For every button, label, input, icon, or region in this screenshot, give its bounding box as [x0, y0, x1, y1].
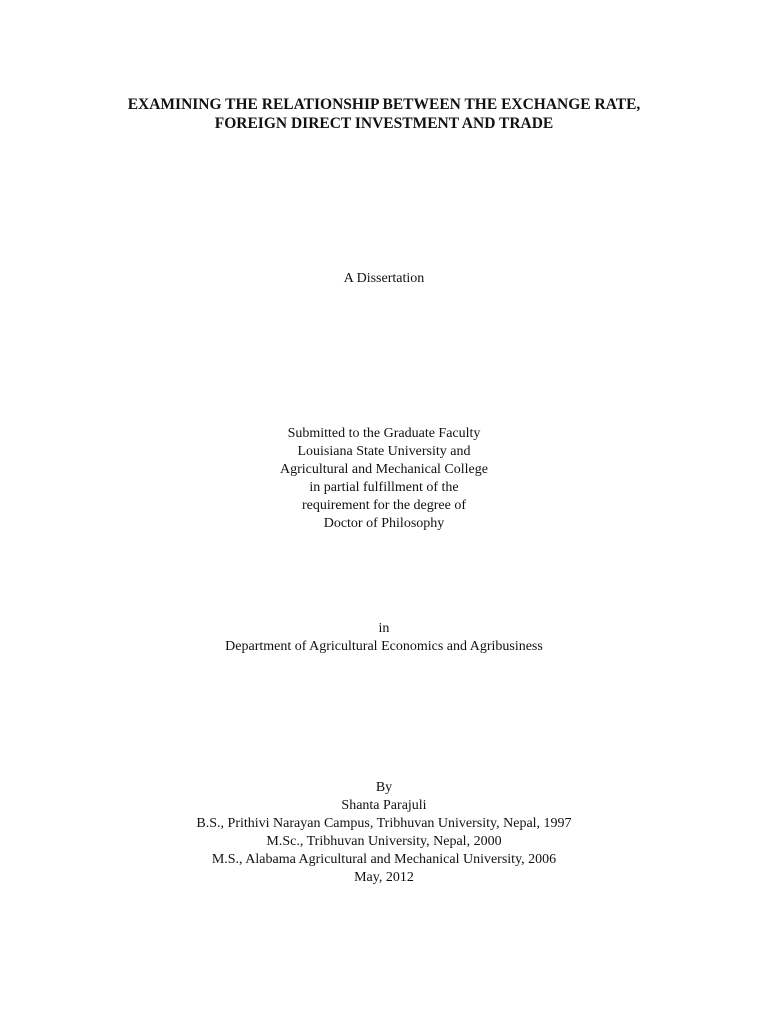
- document-type: [0, 270, 768, 288]
- author-by: By: [375, 780, 393, 795]
- submission-line-6: Doctor of Philosophy: [323, 516, 445, 531]
- author-degree-3: M.S., Alabama Agricultural and Mechanical University, 2006: [211, 852, 557, 867]
- submission-line-5: requirement for the degree of: [301, 498, 467, 513]
- document-type-label: A Dissertation: [343, 271, 425, 286]
- department-name: Department of Agricultural Economics and Agribusiness: [225, 639, 543, 654]
- title-line-1: EXAMINING THE RELATIONSHIP BETWEEN THE EXCHANGE RATE,: [127, 96, 641, 113]
- author-block: [0, 779, 768, 887]
- dissertation-title: [0, 95, 768, 133]
- department-preposition: in: [378, 621, 390, 636]
- submission-line-2: Louisiana State University and: [297, 444, 471, 459]
- submission-line-1: Submitted to the Graduate Faculty: [287, 426, 481, 441]
- submission-statement: [0, 425, 768, 533]
- author-degree-2: M.Sc., Tribhuvan University, Nepal, 2000: [266, 834, 502, 849]
- title-line-2: FOREIGN DIRECT INVESTMENT AND TRADE: [214, 115, 554, 132]
- submission-line-3: Agricultural and Mechanical College: [280, 462, 488, 477]
- submission-date: May, 2012: [354, 870, 414, 885]
- department-statement: [0, 620, 768, 656]
- author-name: Shanta Parajuli: [341, 798, 427, 813]
- author-degree-1: B.S., Prithivi Narayan Campus, Tribhuvan University, Nepal, 1997: [196, 816, 572, 831]
- submission-line-4: in partial fulfillment of the: [309, 480, 459, 495]
